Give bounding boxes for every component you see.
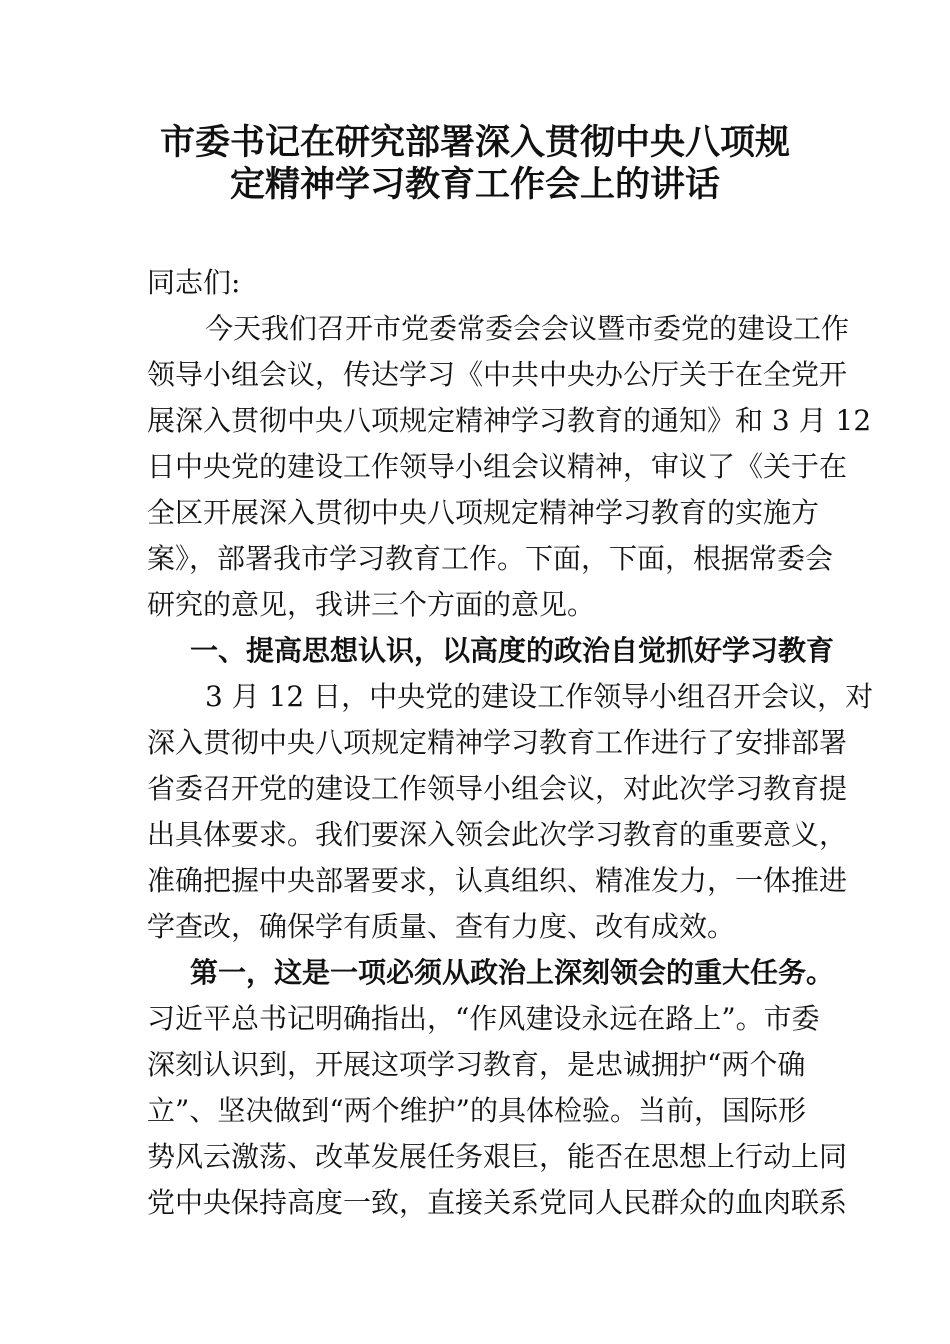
section-heading: 一、提高思想认识，以高度的政治自觉抓好学习教育 (190, 634, 835, 667)
paragraph-line: 案》，部署我市学习教育工作。下面，下面，根据常委会 (147, 542, 834, 575)
paragraph-line: 深入贯彻中央八项规定精神学习教育工作进行了安排部署 (147, 726, 848, 759)
paragraph-line: 今天我们召开市党委常委会会议暨市委党的建设工作 (205, 312, 850, 345)
paragraph-line: 深刻认识到，开展这项学习教育，是忠诚拥护“两个确 (147, 1048, 806, 1081)
paragraph-line: 研究的意见，我讲三个方面的意见。 (147, 588, 596, 621)
paragraph-line: 学查改，确保学有质量、查有力度、改有成效。 (147, 910, 736, 943)
document-title-line-1: 市委书记在研究部署深入贯彻中央八项规 (159, 122, 790, 163)
paragraph-line: 省委召开党的建设工作领导小组会议，对此次学习教育提 (147, 772, 848, 805)
paragraph-line: 立”、坚决做到“两个维护”的具体检验。当前，国际形 (147, 1094, 806, 1127)
salutation: 同志们: (147, 266, 241, 299)
paragraph-line: 3 月 12 日，中央党的建设工作领导小组召开会议，对 (205, 680, 874, 713)
paragraph-line: 准确把握中央部署要求，认真组织、精准发力，一体推进 (147, 864, 848, 897)
paragraph-line: 日中央党的建设工作领导小组会议精神，审议了《关于在 (147, 450, 848, 483)
subheading: 第一，这是一项必须从政治上深刻领会的重大任务。 (190, 956, 835, 989)
paragraph-line: 全区开展深入贯彻中央八项规定精神学习教育的实施方 (147, 496, 820, 529)
paragraph-line: 习近平总书记明确指出，“作风建设永远在路上”。市委 (147, 1002, 820, 1035)
document-title-line-2: 定精神学习教育工作会上的讲话 (229, 164, 720, 205)
paragraph-line: 展深入贯彻中央八项规定精神学习教育的通知》和 3 月 12 (147, 404, 872, 437)
paragraph-line: 势风云激荡、改革发展任务艰巨，能否在思想上行动上同 (147, 1140, 848, 1173)
paragraph-line: 出具体要求。我们要深入领会此次学习教育的重要意义， (147, 818, 848, 851)
paragraph-line: 领导小组会议，传达学习《中共中央办公厅关于在全党开 (147, 358, 848, 391)
paragraph-line: 党中央保持高度一致，直接关系党同人民群众的血肉联系 (147, 1186, 848, 1219)
